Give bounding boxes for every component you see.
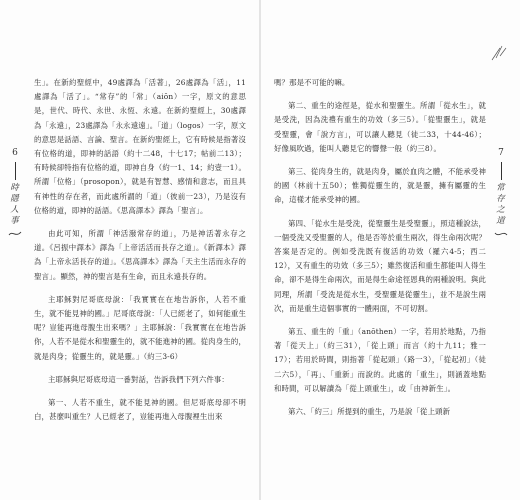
paragraph: 主耶穌對尼哥底母說：「我實實在在地告訴你，人若不重生，就不能見神的國。」尼哥底母說：「人已經老了，如何能重生呢？豈能再進母腹生出來嗎？」主耶穌說：「我實實在在地告訴你，人若不是從水和聖靈生的，就不能進神的國。從肉身生的，就是肉身；從靈生的，就是靈。」（約三3-6） [34, 294, 246, 361]
paragraph: 由此可知，所謂「神活潑常存的道」，乃是神活著永存之道。《呂振中譯本》譯為「上帝活活而長存之道」。《新譯本》譯為「上帝永活長存的道」。《思高譯本》譯為「天主生活而永存的聖言」。顯然，神的聖言是有生命，而且永遠長存的。 [34, 229, 246, 281]
left-running-title: 時隱人事 [10, 183, 20, 226]
paragraph: 第四、「從水生是受洗，從聖靈生是受聖靈」，照這種說法，一個受洗又受聖靈的人，他是否等於重生兩次，得生命兩次呢？答案是否定的。例如受洗既有復活的功效（羅六4-5；西二12），又有重生的功效（多三5）；雖然復活和重生都能叫人得生命，卻不是得生命兩次，而是得生命途徑恩典的兩種說明。與此同理，所謂「受洗是從水生，受聖靈是從靈生」，並不是說生兩次，而是重生這個事實的一體兩面，不可切割。 [274, 218, 486, 313]
right-text-column [274, 76, 486, 428]
paragraph: 第五、重生的「重」（anōthen）一字，若用於地點，乃指著「從天上」（約三31），「從上頭」而言（約十九11；雅一17）；若用於時間，則指著「從起頭」（路一3），「從起初」（徒二六5），「再」、「重新」而說的。此處的「重生」，則涵蓋地點和時間，可以解讀為「從上頭重生」，或「由神新生」。 [274, 327, 486, 393]
corner-flourish-icon [490, 42, 510, 62]
paragraph: 第六、「約三」所提到的重生，乃是說「從上頭新 [288, 407, 451, 417]
right-page-number: 7 [498, 148, 504, 158]
paragraph: 第一、人若不重生，就不能見神的國。但尼哥底母卻不明白，甚麼叫重生？人已經老了，豈能再進入母腹裡生出來 [34, 398, 246, 422]
left-runner-rule [15, 162, 16, 180]
left-running-header [8, 148, 22, 239]
right-runner-rule [501, 162, 502, 180]
left-page-number: 6 [12, 148, 18, 158]
paragraph: 主耶穌與尼哥底母這一番對話，告訴我們下列六件事： [48, 374, 229, 384]
flourish-icon [8, 229, 22, 239]
right-running-title: 常存之道 [496, 183, 506, 226]
left-text-column [34, 76, 246, 433]
right-running-header [494, 148, 508, 239]
paragraph: 嗎？那是不可能的嘛。 [274, 78, 350, 87]
paragraph: 生」。在新約聖經中，49處譯為「活著」，26處譯為「活」，11處譯為「活了」。“常存”的「常」（aiōn）一字，原文的意思是，世代、時代、永世、永恆、永遠。在新約聖經上，30處譯為「永遠」，23處譯為「永永遠遠」。「道」（logos）一字，原文的意思是話語、言論、聖言。在新約聖經上，它有時候是指著沒有位格的道，即神的話語（約十二48，十七17；帖前二13）；有時候卻特指有位格的道，即神自身（約一1、14；約壹一1）。所謂「位格」（prosopon），就是有智慧、感情和意志，而且具有神性的存在者，而此處所謂的「道」（彼前一23），乃是沒有位格的道，即神的話語。《思高譯本》譯為「聖言」。 [34, 78, 246, 215]
paragraph: 第三、從肉身生的，就是肉身，屬於血肉之體，不能承受神的國（林前十五50）；惟獨從靈生的，就是靈，擁有屬靈的生命，這樣才能承受神的國。 [274, 167, 486, 205]
flourish-icon [494, 229, 508, 239]
paragraph: 第二、重生的途徑是，從水和聖靈生。所謂「從水生」，就是受洗，因為洗禮有重生的功效（多三5）。「從聖靈生」，就是受聖靈，會「說方言」，可以讓人聽見（徒二33，十44-46）；好像風吹過，能叫人聽見它的響聲一般（約三8）。 [274, 101, 486, 153]
